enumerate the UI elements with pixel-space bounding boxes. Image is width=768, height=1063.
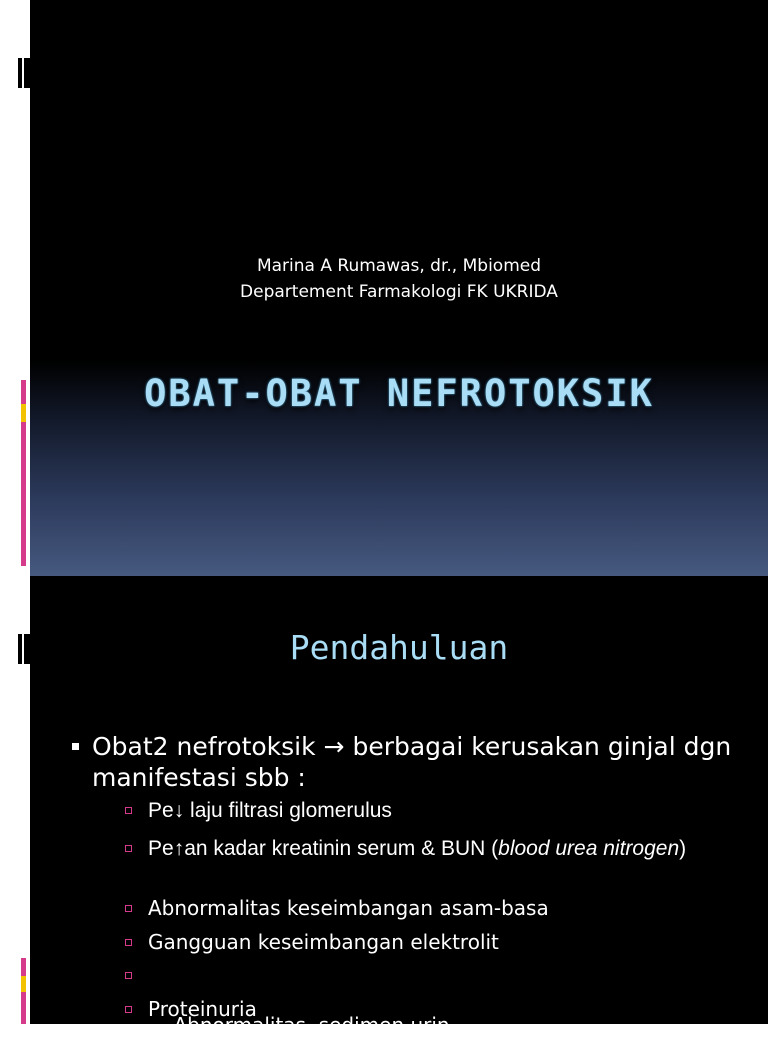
sub-item-text: Abnormalitas sedimen urin [173,1013,450,1037]
slide-marker-2 [18,634,22,664]
sub-item-text: Abnormalitas keseimbangan asam-basa [148,896,549,920]
sub-item-italic: blood urea nitrogen [498,837,680,860]
hollow-square-bullet-icon [125,845,132,852]
hollow-square-bullet-icon [125,972,132,979]
sub-item-prefix: Pe [148,799,174,822]
right-arrow-icon: → [323,732,345,761]
accent-magenta-bar [21,422,26,566]
slide-title: OBAT-OBAT NEFROTOKSIK [144,372,654,415]
content-slide [30,576,768,1037]
section-title: Pendahuluan [289,628,509,667]
bullet-text-suffix: berbagai kerusakan ginjal dgn manifestasi sbb : [92,732,732,792]
hollow-square-bullet-icon [125,1006,132,1013]
sub-item-close: ) [679,837,687,860]
sub-item [148,836,748,861]
down-arrow-icon: ↓ [173,799,185,822]
accent-magenta-bar [21,992,26,1024]
sub-item [148,997,748,1022]
accent-magenta-bar [21,958,26,976]
hollow-square-bullet-icon [125,939,132,946]
accent-yellow-bar [21,404,26,422]
sub-item-text: an kadar kreatinin serum & BUN ( [184,837,499,860]
hollow-square-bullet-icon [125,807,132,814]
sub-item [148,930,748,955]
left-margin-strip [0,0,30,1024]
sub-item-text: Gangguan keseimbangan elektrolit [148,930,499,954]
hollow-square-bullet-icon [125,905,132,912]
up-arrow-icon: ↑ [173,837,185,860]
sub-item-text: laju filtrasi glomerulus [184,799,392,822]
sub-item-prefix: Pe [148,837,174,860]
accent-yellow-bar [21,976,26,992]
square-bullet-icon [72,743,79,750]
sub-item-text: Proteinuria [148,997,257,1021]
author-department: Departement Farmakologi FK UKRIDA [240,282,558,302]
bullet-text-prefix: Obat2 nefrotoksik [92,732,324,761]
title-slide [30,0,768,576]
main-bullet [92,731,752,793]
sub-item [148,798,748,823]
accent-magenta-bar [21,380,26,404]
sub-item [148,896,748,921]
slide-marker-1 [18,58,22,88]
author-name: Marina A Rumawas, dr., Mbiomed [256,256,542,276]
